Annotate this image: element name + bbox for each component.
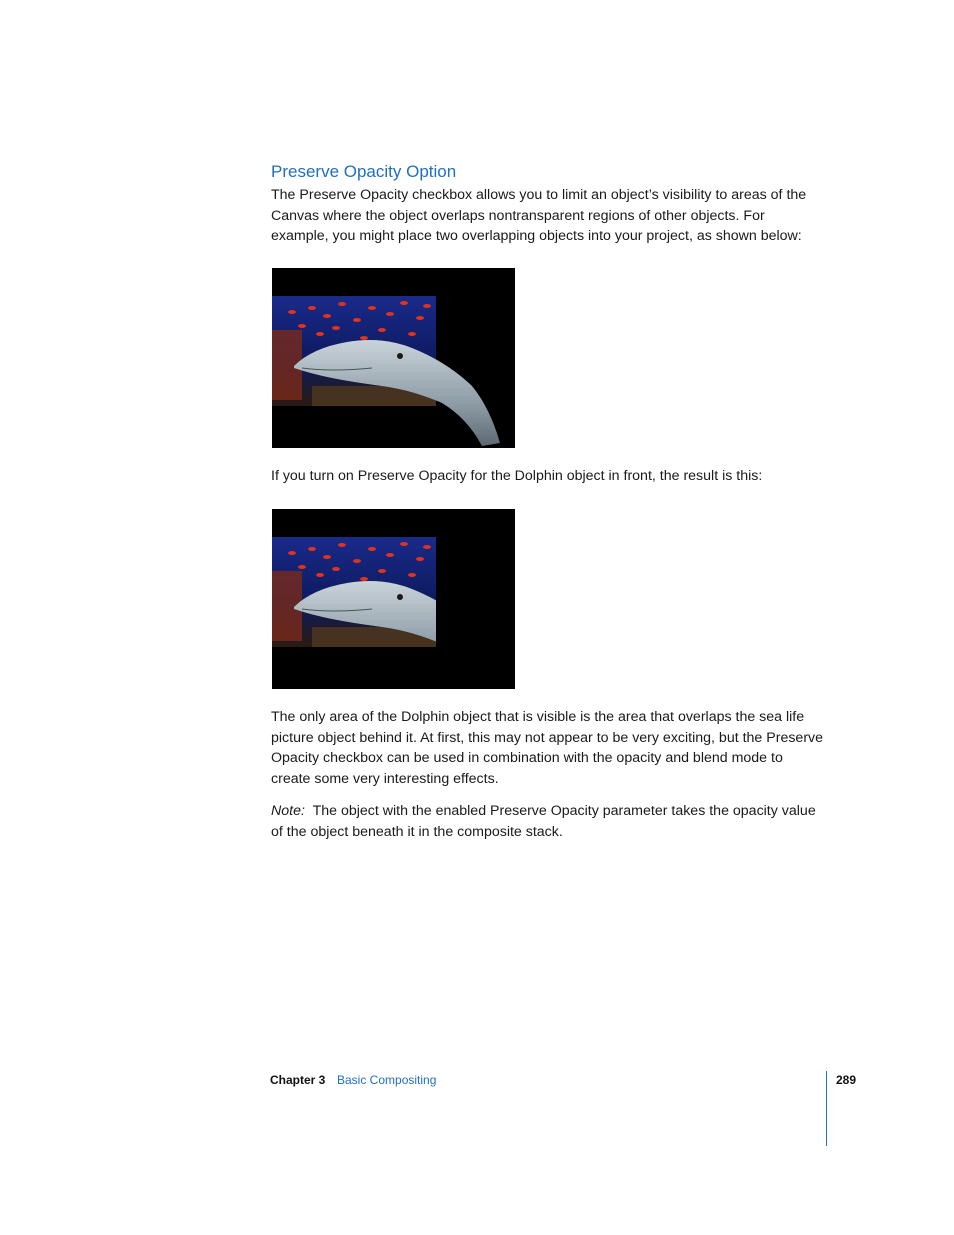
note-paragraph [271, 801, 826, 842]
result-paragraph: If you turn on Preserve Opacity for the Dolphin object in front, the result is this: [271, 468, 763, 484]
figure-preserve-opacity-result [272, 509, 515, 689]
footer-chapter-label: Chapter 3 [270, 1073, 326, 1087]
figure-overlapping-objects [272, 268, 515, 448]
explanation-paragraph: The only area of the Dolphin object that is visible is the area that overlaps the sea life picture object behind it. At first, this may not appear to be very exciting, but the Preserve Opacity checkbox can be used in combination with the opacity and blend mode to create some very interesting effects. [271, 709, 824, 787]
footer-divider [826, 1071, 827, 1146]
section-heading: Preserve Opacity Option [271, 162, 457, 181]
dolphin-clipped-illustration [272, 509, 515, 689]
intro-paragraph: The Preserve Opacity checkbox allows you to limit an object’s visibility to areas of the Canvas where the object overlaps nontransparent regions of other objects. For example, you might place two overlapping objects into your project, as shown below: [271, 187, 807, 244]
note-text: The object with the enabled Preserve Opacity parameter takes the opacity value of the object beneath it in the composite stack. [271, 803, 816, 840]
footer-chapter-title: Basic Compositing [337, 1073, 437, 1087]
page-number: 289 [836, 1073, 857, 1087]
dolphin-overlap-illustration [272, 268, 515, 448]
note-label: Note: [271, 803, 305, 819]
